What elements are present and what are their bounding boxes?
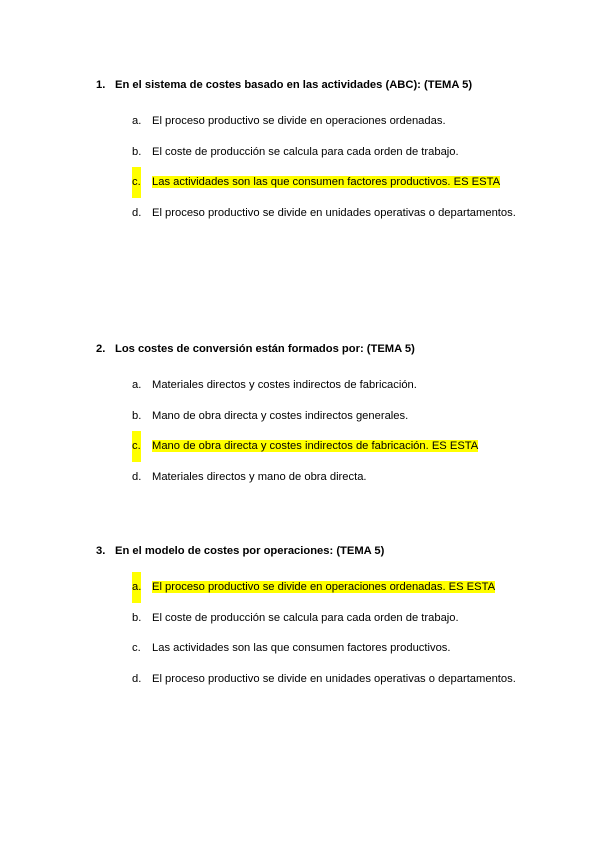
- option-text: Mano de obra directa y costes indirectos de fabricación. ES ESTA: [152, 440, 479, 452]
- option-text: Las actividades son las que consumen factores productivos.: [152, 642, 451, 654]
- option-a-correct: [96, 572, 528, 603]
- question-text: Los costes de conversión están formados por: (TEMA 5): [115, 343, 415, 355]
- option-text: El coste de producción se calcula para cada orden de trabajo.: [152, 145, 459, 158]
- option-text: Materiales directos y mano de obra directa.: [152, 470, 367, 483]
- options-list: [96, 572, 528, 694]
- option-b: [96, 401, 528, 432]
- option-a: [96, 106, 528, 137]
- option-letter: d.: [132, 206, 142, 219]
- question-title: [96, 340, 528, 358]
- option-text: El proceso productivo se divide en operaciones ordenadas. ES ESTA: [152, 581, 496, 593]
- option-d: [96, 198, 528, 229]
- question-title: [96, 76, 528, 94]
- option-b: [96, 603, 528, 634]
- option-text: Las actividades son las que consumen factores productivos. ES ESTA: [152, 176, 501, 188]
- options-list: [96, 106, 528, 228]
- question-2: [96, 340, 528, 492]
- option-text: El proceso productivo se divide en operaciones ordenadas.: [152, 115, 446, 127]
- option-text: Materiales directos y costes indirectos de fabricación.: [152, 379, 417, 391]
- options-list: [96, 370, 528, 492]
- question-number: 3.: [96, 545, 106, 557]
- option-letter: a.: [132, 115, 142, 127]
- option-letter: d.: [132, 672, 142, 685]
- option-letter: a.: [132, 379, 142, 391]
- option-letter: b.: [132, 145, 142, 158]
- option-c-correct: [96, 167, 528, 198]
- option-d: [96, 664, 528, 695]
- option-letter: a.: [132, 572, 141, 603]
- option-letter: c.: [132, 431, 141, 462]
- question-text: En el sistema de costes basado en las actividades (ABC): (TEMA 5): [115, 79, 473, 91]
- option-text: El coste de producción se calcula para cada orden de trabajo.: [152, 611, 459, 624]
- option-c-correct: [96, 431, 528, 462]
- question-3: [96, 542, 528, 694]
- option-c: [96, 633, 528, 664]
- question-number: 1.: [96, 79, 106, 91]
- question-number: 2.: [96, 343, 106, 355]
- option-text: El proceso productivo se divide en unidades operativas o departamentos.: [152, 206, 516, 219]
- option-d: [96, 462, 528, 493]
- question-text: En el modelo de costes por operaciones: (TEMA 5): [115, 545, 385, 557]
- option-letter: d.: [132, 470, 142, 483]
- option-a: [96, 370, 528, 401]
- option-b: [96, 137, 528, 168]
- option-letter: b.: [132, 409, 142, 422]
- question-1: [96, 76, 528, 228]
- option-letter: c.: [132, 167, 141, 198]
- option-letter: c.: [132, 642, 141, 654]
- option-letter: b.: [132, 611, 142, 624]
- question-title: [96, 542, 528, 560]
- option-text: Mano de obra directa y costes indirectos generales.: [152, 409, 409, 422]
- option-text: El proceso productivo se divide en unidades operativas o departamentos.: [152, 672, 516, 685]
